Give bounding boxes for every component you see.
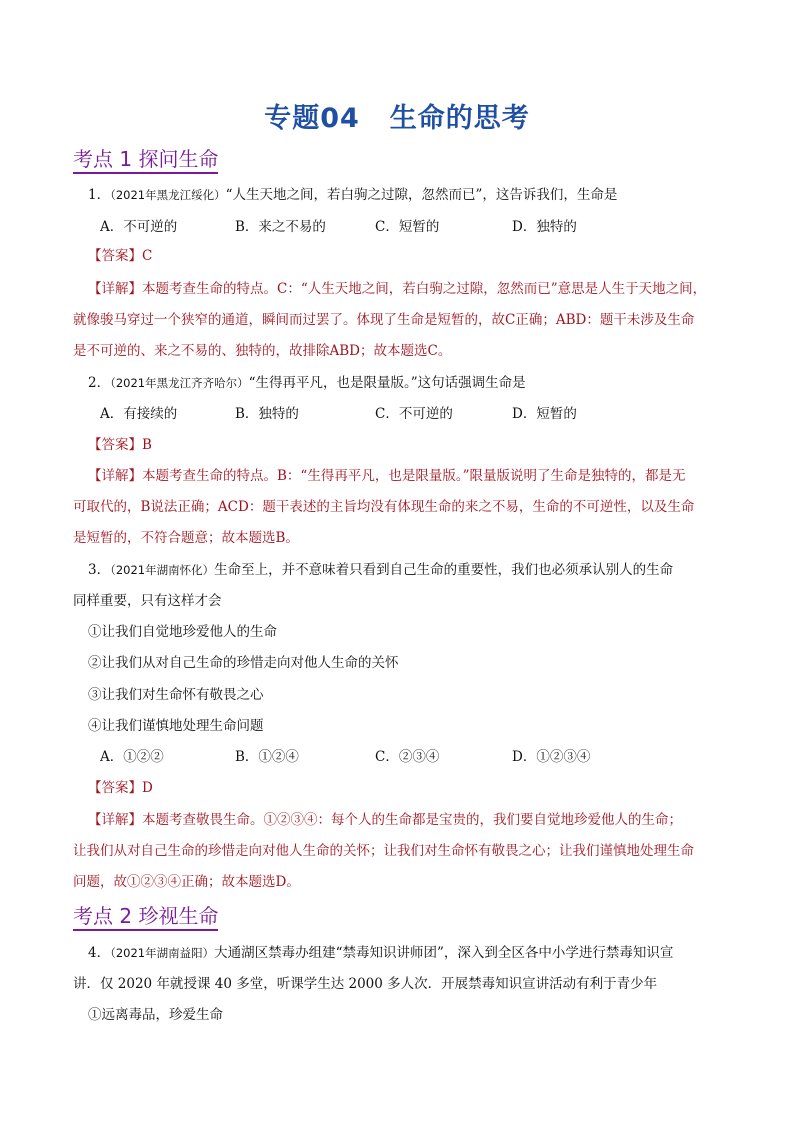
question-3-detail-line-1: 【详解】本题考查敬畏生命。①②③④：每个人的生命都是宝贵的，我们要自觉地珍爱他人的生命； [88,812,682,828]
question-3-detail-line-2: 让我们从对自己生命的珍惜走向对他人生命的关怀；让我们对生命怀有敬畏之心；让我们谨慎地处理生命 [73,843,694,859]
question-4-item-1: ①远离毒品，珍爱生命 [88,1007,223,1023]
question-1-answer: 【答案】C [88,248,153,264]
question-2-stem: 2．（2021年黑龙江齐齐哈尔）“生得再平凡，也是限量版。”这句话强调生命是 [88,375,526,391]
question-3-options: A．①②② B．①②④ C．②③④ D．①②③④ [100,749,591,765]
question-3-stem-line-2: 同样重要，只有这样才会 [73,593,222,609]
question-2-detail-line-1: 【详解】本题考查生命的特点。B：“生得再平凡，也是限量版。”限量版说明了生命是独特的，都是无 [88,468,686,484]
question-1-detail-line-2: 就像骏马穿过一个狭窄的通道，瞬间而过罢了。体现了生命是短暂的，故C正确；ABD：题干未涉及生命 [73,312,695,328]
question-4-stem: 4．（2021年湖南益阳）大通湖区禁毒办组建“禁毒知识讲师团”，深入到全区各中小学进行禁毒知识宣 [88,945,674,961]
question-2-detail-line-2: 可取代的，B说法正确；ACD：题干表述的主旨均没有体现生命的来之不易，生命的不可逆性，以及生命 [73,499,695,515]
question-1-detail-line-1: 【详解】本题考查生命的特点。C：“人生天地之间，若白驹之过隙，忽然而已”意思是人生于天地之间， [88,281,707,297]
page-title: 专题04 生命的思考 [264,103,530,134]
question-3-detail-line-3: 问题，故①②③④正确；故本题选D。 [73,874,300,890]
question-3-item-4: ④让我们谨慎地处理生命问题 [88,718,264,734]
question-2-answer: 【答案】B [88,437,152,453]
question-1-detail-line-3: 是不可逆的、来之不易的、独特的，故排除ABD；故本题选C。 [73,343,452,359]
question-3-stem: 3．（2021年湖南怀化）生命至上，并不意味着只看到自己生命的重要性，我们也必须承认别人的生命 [88,562,674,578]
section-heading-2: 考点 2 珍视生命 [73,904,218,931]
question-2-detail-line-3: 是短暂的，不符合题意；故本题选B。 [73,530,299,546]
question-3-item-2: ②让我们从对自己生命的珍惜走向对他人生命的关怀 [88,655,399,671]
question-3-item-1: ①让我们自觉地珍爱他人的生命 [88,624,277,640]
question-3-item-3: ③让我们对生命怀有敬畏之心 [88,687,264,703]
question-3-answer: 【答案】D [88,780,153,796]
question-2-options: A．有接续的 B．独特的 C．不可逆的 D．短暂的 [100,406,577,422]
section-heading-1: 考点 1 探问生命 [73,147,218,174]
question-4-stem-line-2: 讲．仅 2020 年就授课 40 多堂，听课学生达 2000 多人次．开展禁毒知识宣讲活动有利于青少年 [73,976,658,992]
question-1-stem: 1．（2021年黑龙江绥化）“人生天地之间，若白驹之过隙，忽然而已”，这告诉我们，生命是 [88,187,618,203]
question-1-options: A．不可逆的 B．来之不易的 C．短暂的 D．独特的 [100,219,577,235]
